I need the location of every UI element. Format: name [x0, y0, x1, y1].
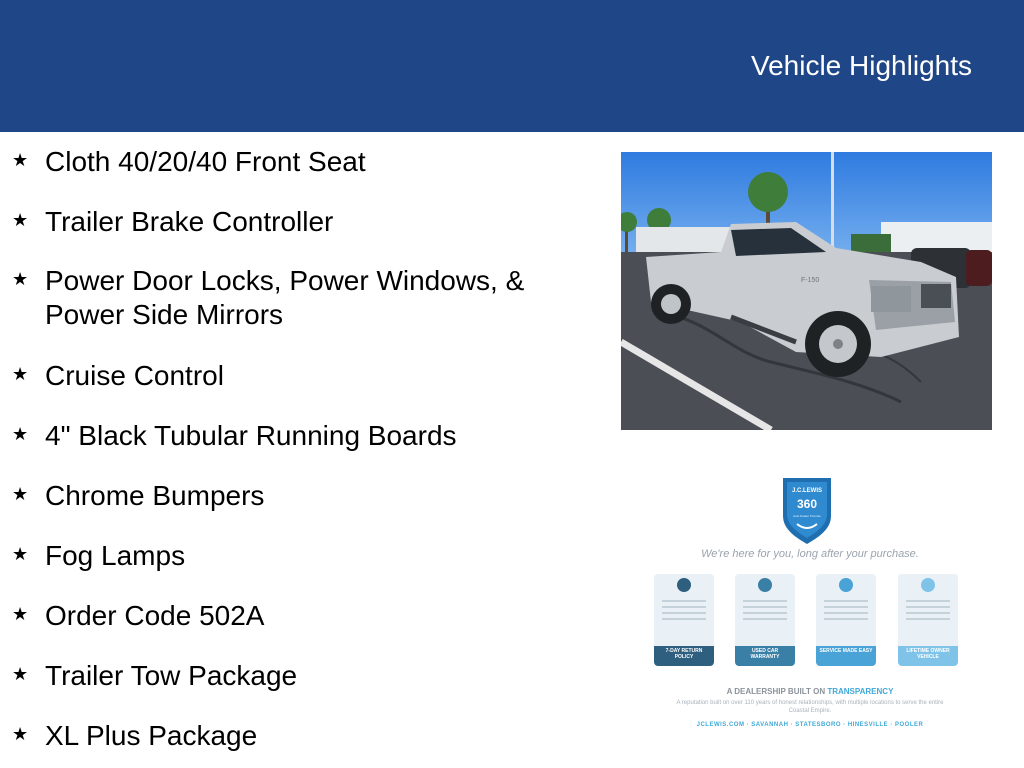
- badge-tagline: We're here for you, long after your purchase.: [701, 548, 919, 560]
- promise-card-label: USED CAR WARRANTY: [750, 648, 780, 660]
- badge-subline: A reputation built on over 110 years of honest relationships, with multiple locations to serve the entire Coastal Empire.: [676, 700, 944, 714]
- dealer-promise-graphic: [640, 470, 980, 740]
- star-icon: ★: [12, 724, 29, 744]
- star-icon: ★: [12, 544, 29, 564]
- shield-caption: Auto Dealer Promise: [793, 514, 821, 518]
- promise-card: [735, 574, 795, 666]
- promise-card-icon: [758, 578, 772, 592]
- star-icon: ★: [12, 484, 29, 504]
- promise-card-label: 7-DAY RETURN POLICY: [665, 648, 703, 660]
- star-icon: ★: [12, 604, 29, 624]
- promise-card-icon: [677, 578, 691, 592]
- promise-card-icon: [839, 578, 853, 592]
- feature-label: Cruise Control: [45, 360, 224, 391]
- feature-label: 4" Black Tubular Running Boards: [45, 420, 457, 451]
- star-icon: ★: [12, 364, 29, 384]
- star-icon: ★: [12, 150, 29, 170]
- shield-icon: [777, 474, 837, 546]
- badge-headline-prefix: A DEALERSHIP BUILT ON: [726, 687, 828, 696]
- feature-label: XL Plus Package: [45, 720, 258, 751]
- page-title: Vehicle Highlights: [750, 50, 972, 81]
- shield-number: 360: [796, 497, 818, 511]
- feature-label: Fog Lamps: [45, 540, 186, 571]
- promise-card-label: SERVICE MADE EASY: [819, 648, 873, 654]
- badge-headline-accent: TRANSPARENCY: [827, 687, 894, 696]
- promise-card-icon: [921, 578, 935, 592]
- badge-headline: [640, 687, 980, 696]
- feature-label: Power Door Locks, Power Windows, & Power Side Mirrors: [45, 265, 525, 330]
- badge-footer: JCLEWIS.COM · SAVANNAH · STATESBORO · HINESVILLE · POOLER: [696, 722, 924, 728]
- star-icon: ★: [12, 210, 29, 230]
- star-icon: ★: [12, 269, 29, 289]
- promise-card-label: LIFETIME OWNER VEHICLE: [906, 648, 950, 660]
- star-icon: ★: [12, 664, 29, 684]
- star-icon: ★: [12, 424, 29, 444]
- header-bar: [0, 0, 1024, 132]
- truck-badge: F-150: [801, 277, 820, 284]
- feature-label: Trailer Brake Controller: [45, 206, 334, 237]
- vehicle-photo: [621, 152, 992, 430]
- feature-label: Chrome Bumpers: [45, 480, 265, 511]
- feature-label: Cloth 40/20/40 Front Seat: [45, 146, 366, 177]
- promise-card: [816, 574, 876, 666]
- shield-brand: J.C.LEWIS: [791, 488, 823, 494]
- promise-card: [654, 574, 714, 666]
- feature-label: Order Code 502A: [45, 600, 265, 631]
- promise-card: [898, 574, 958, 666]
- feature-label: Trailer Tow Package: [45, 660, 298, 691]
- truck-illustration: [621, 152, 992, 430]
